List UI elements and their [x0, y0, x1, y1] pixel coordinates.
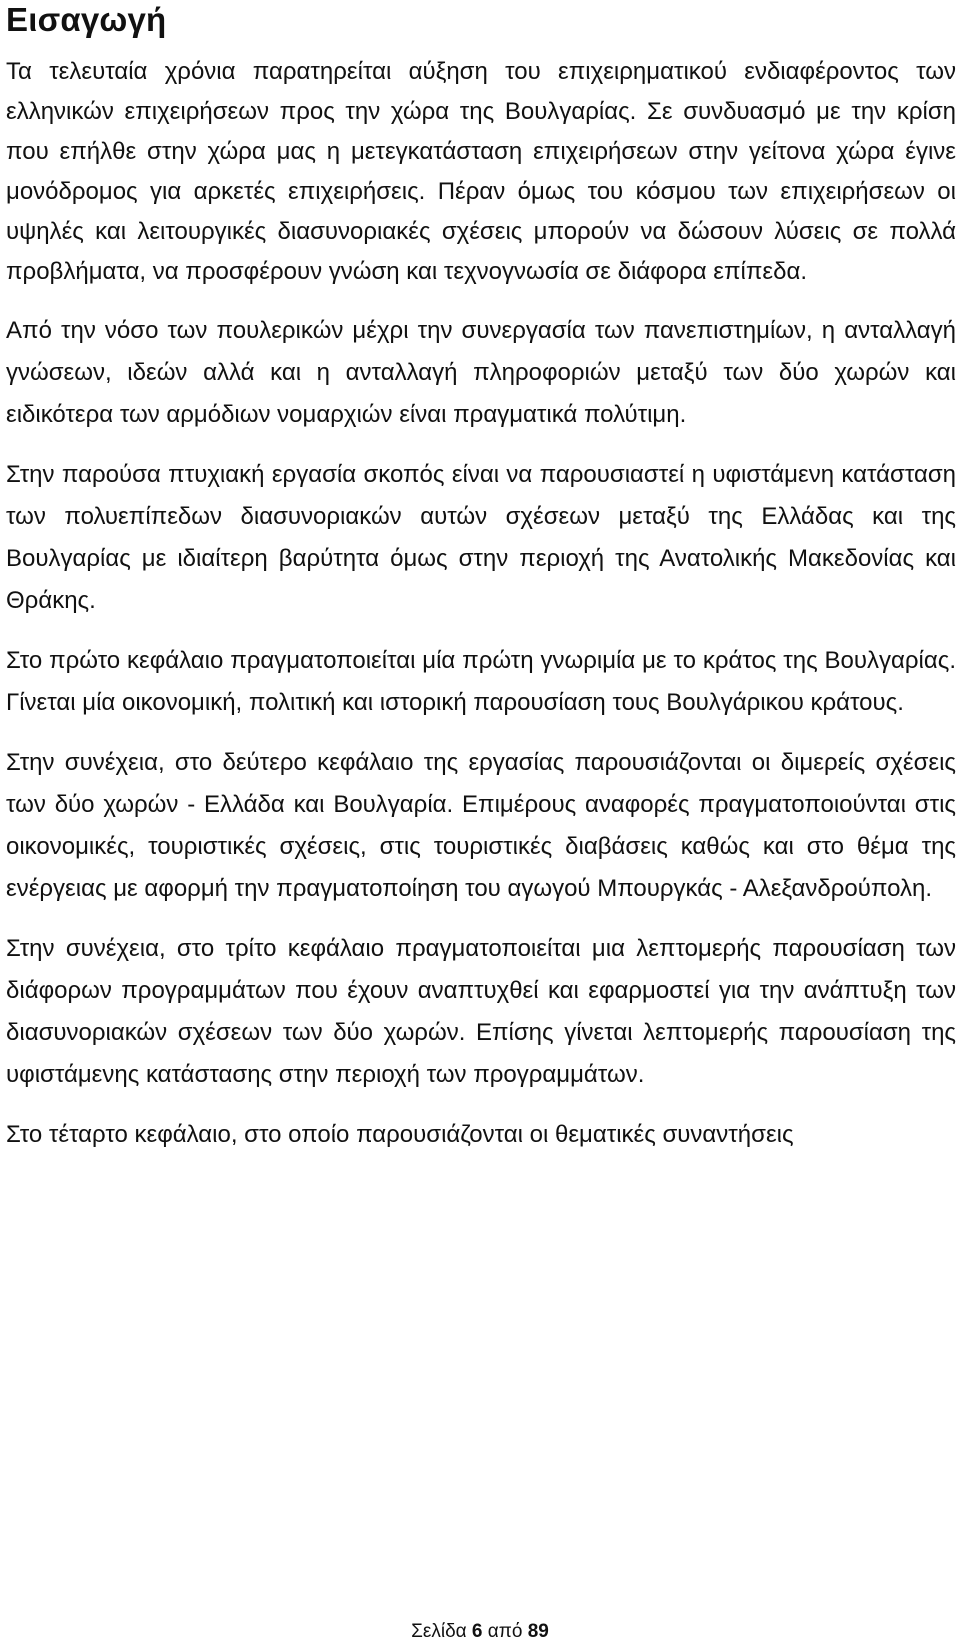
- page-content: [6, 0, 956, 1156]
- section-heading: Εισαγωγή: [6, 1, 167, 38]
- footer-middle: από: [482, 1621, 528, 1642]
- paragraph-2: Από την νόσο των πουλερικών μέχρι την συνεργασία των πανεπιστημίων, η ανταλλαγή γνώσεων, ιδεών αλλά και η ανταλλαγή πληροφοριών μεταξύ των δύο χωρών και ειδικότερα των αρμόδιων νομαρχιών είναι πραγματικά πολύτιμη.: [6, 317, 956, 428]
- footer-page-number: 6: [471, 1621, 483, 1642]
- page-footer: [0, 1621, 960, 1643]
- paragraph-7: Στο τέταρτο κεφάλαιο, στο οποίο παρουσιάζονται οι θεματικές συναντήσεις: [6, 1121, 794, 1148]
- footer-prefix: Σελίδα: [411, 1621, 472, 1642]
- paragraph-4: Στο πρώτο κεφάλαιο πραγματοποιείται μία πρώτη γνωριμία με το κράτος της Βουλγαρίας. Γίνεται μία οικονομική, πολιτική και ιστορική παρουσίαση τους Βουλγάρικου κράτους.: [6, 647, 956, 716]
- paragraph-1: Τα τελευταία χρόνια παρατηρείται αύξηση του επιχειρηματικού ενδιαφέροντος των ελληνικών επιχειρήσεων προς την χώρα της Βουλγαρίας. Σε συνδυασμό με την κρίση που επήλθε στην χώρα μας η μετεγκατάσταση επιχειρήσεων στην γείτονα χώρα έγινε μονόδρομος για αρκετές επιχειρήσεις. Πέραν όμως του κόσμου των επιχειρήσεων οι υψηλές και λειτουργικές διασυνοριακές σχέσεις μπορούν να δώσουν λύσεις σε πολλά προβλήματα, να προσφέρουν γνώση και τεχνογνωσία σε διάφορα επίπεδα.: [6, 58, 956, 285]
- paragraph-5: Στην συνέχεια, στο δεύτερο κεφάλαιο της εργασίας παρουσιάζονται οι διμερείς σχέσεις των δύο χωρών - Ελλάδα και Βουλγαρία. Επιμέρους αναφορές πραγματοποιούνται στις οικονομικές, τουριστικές σχέσεις, στις τουριστικές διαβάσεις καθώς και στο θέμα της ενέργειας με αφορμή την πραγματοποίηση του αγωγού Μπουργκάς - Αλεξανδρούπολη.: [6, 749, 956, 902]
- footer-total-pages: 89: [527, 1621, 549, 1642]
- paragraph-6: Στην συνέχεια, στο τρίτο κεφάλαιο πραγματοποιείται μια λεπτομερής παρουσίαση των διάφορων προγραμμάτων που έχουν αναπτυχθεί και εφαρμοστεί για την ανάπτυξη των διασυνοριακών σχέσεων των δύο χωρών. Επίσης γίνεται λεπτομερής παρουσίαση της υφιστάμενης κατάστασης στην περιοχή των προγραμμάτων.: [6, 935, 956, 1088]
- paragraph-3: Στην παρούσα πτυχιακή εργασία σκοπός είναι να παρουσιαστεί η υφιστάμενη κατάσταση των πολυεπίπεδων διασυνοριακών αυτών σχέσεων μεταξύ της Ελλάδας και της Βουλγαρίας με ιδιαίτερη βαρύτητα όμως στην περιοχή της Ανατολικής Μακεδονίας και Θράκης.: [6, 461, 956, 614]
